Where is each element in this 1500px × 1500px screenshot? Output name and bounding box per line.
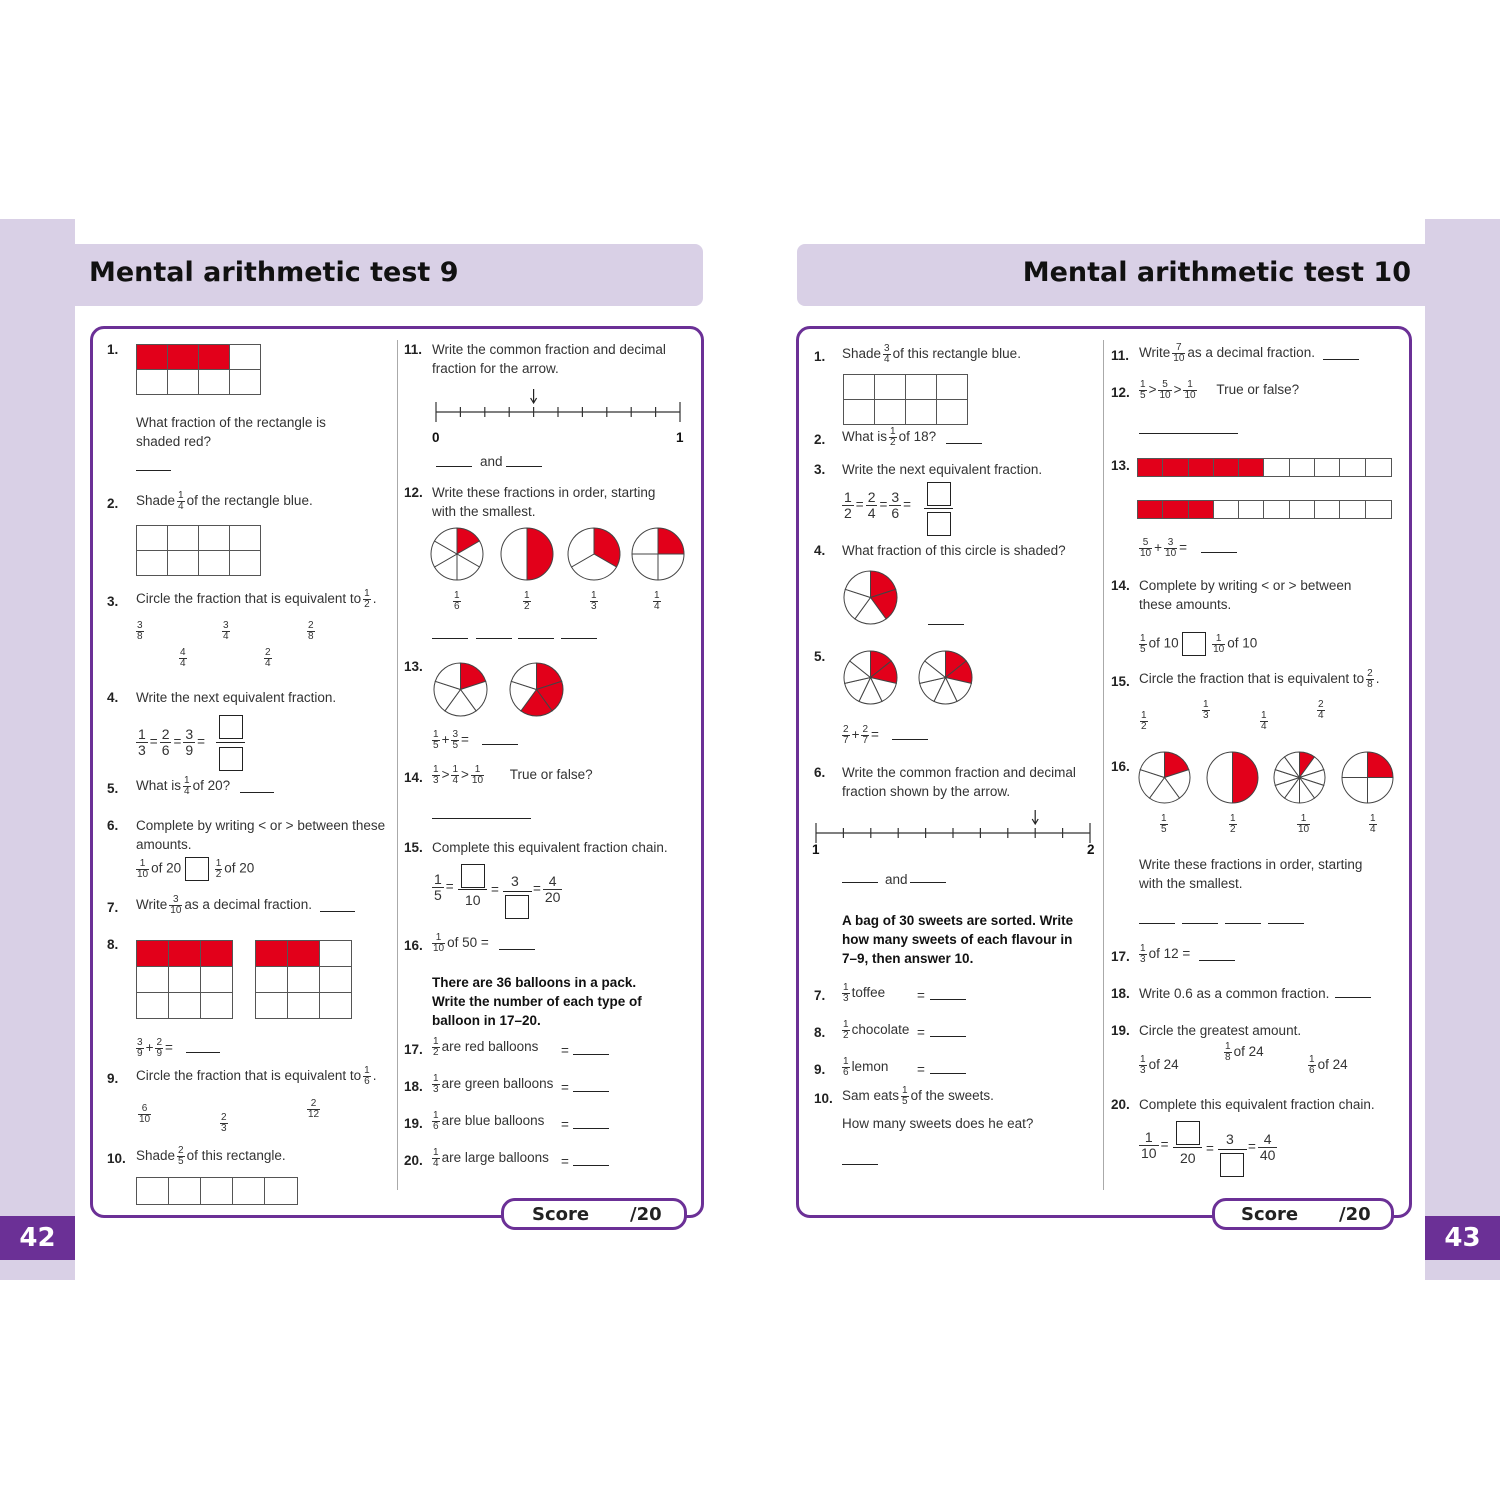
question-number: 11. xyxy=(404,342,423,357)
answer-blank[interactable] xyxy=(1139,923,1175,924)
question-number: 7. xyxy=(814,988,826,1003)
answer-blank[interactable] xyxy=(573,1128,609,1129)
left-margin-band xyxy=(0,219,75,1280)
q20-text: $\frac{1}{4}$ are large balloons xyxy=(433,1147,549,1169)
q12-text: with the smallest. xyxy=(432,504,536,519)
answer-blank[interactable] xyxy=(1201,552,1237,553)
pie-sector xyxy=(632,528,658,554)
answer-box[interactable] xyxy=(927,512,951,536)
answer-blank[interactable] xyxy=(136,470,171,471)
q16-text: Write these fractions in order, starting xyxy=(1139,857,1363,872)
q4-text: Write the next equivalent fraction. xyxy=(136,690,337,705)
q12-text: Write these fractions in order, starting xyxy=(432,485,656,500)
q10-rectangle[interactable] xyxy=(136,1177,298,1205)
question-number: 8. xyxy=(107,937,119,952)
pie-sector xyxy=(1368,778,1394,804)
q11-text: Write the common fraction and decimal xyxy=(432,342,666,357)
pie-sector xyxy=(658,554,684,580)
q16-circle-fifths xyxy=(1138,751,1191,804)
arrow-icon xyxy=(531,389,537,403)
pie-sector xyxy=(658,528,684,554)
score-total: /20 xyxy=(1339,1204,1371,1225)
equals-sign: = xyxy=(491,882,499,897)
q16-circle-tenths xyxy=(1273,751,1326,804)
answer-blank[interactable] xyxy=(436,466,472,467)
q20-denominator: 20 xyxy=(1180,1150,1196,1166)
q12-label: $\frac{1}{4}$ xyxy=(654,590,660,612)
answer-blank[interactable] xyxy=(573,1054,609,1055)
equals-sign: = xyxy=(917,1062,925,1077)
pie-sector xyxy=(1207,752,1233,803)
q3-text: Write the next equivalent fraction. xyxy=(842,462,1043,477)
answer-box[interactable] xyxy=(461,864,485,888)
q3-option[interactable]: $\frac{2}{8}$ xyxy=(308,620,314,642)
question-number: 3. xyxy=(107,594,119,609)
arrow-icon xyxy=(1032,810,1038,824)
q5-text: What is $\frac{1}{4}$ of 20? xyxy=(136,775,231,797)
question-number: 1. xyxy=(814,349,826,364)
question-number: 15. xyxy=(1111,674,1130,689)
question-number: 9. xyxy=(814,1062,826,1077)
number-line-end: 2 xyxy=(1087,842,1095,857)
q10-text: Shade $\frac{2}{5}$ of this rectangle. xyxy=(136,1145,286,1167)
answer-blank[interactable] xyxy=(842,1164,878,1165)
q16-label: $\frac{1}{2}$ xyxy=(1230,813,1236,835)
question-number: 17. xyxy=(1111,949,1130,964)
q6-number-line xyxy=(816,806,1092,846)
q13-sum: $\frac{5}{10}$ + $\frac{3}{10}$ = xyxy=(1140,537,1188,559)
question-number: 11. xyxy=(1111,348,1130,363)
q10-text: Sam eats $\frac{1}{5}$ of the sweets. xyxy=(842,1085,994,1107)
balloon-intro: Write the number of each type of xyxy=(432,994,642,1009)
q4-fraction-chain: $\frac{1}{3}$ = $\frac{2}{6}$ = $\frac{3}{9}$ = xyxy=(138,725,206,758)
fraction-bar xyxy=(216,742,245,743)
question-number: 14. xyxy=(1111,578,1130,593)
page-title: Mental arithmetic test 9 xyxy=(89,257,459,288)
q10-question: How many sweets does he eat? xyxy=(842,1116,1034,1131)
column-divider xyxy=(397,340,398,1190)
q15-option[interactable]: $\frac{1}{4}$ xyxy=(1261,710,1267,732)
q16-circle-quarters xyxy=(1341,751,1394,804)
number-line-end: 1 xyxy=(676,430,684,445)
q16-label: $\frac{1}{4}$ xyxy=(1370,813,1376,835)
fraction-bar xyxy=(1218,1149,1247,1150)
answer-blank[interactable] xyxy=(1335,997,1371,998)
and-label: and xyxy=(480,454,503,469)
pie-sector xyxy=(1233,752,1259,803)
q19-option[interactable]: $\frac{1}{3}$ of 24 xyxy=(1140,1054,1179,1076)
q6-text: Complete by writing < or > between these xyxy=(136,818,386,833)
equals-sign: = xyxy=(917,988,925,1003)
q20-text: Complete this equivalent fraction chain. xyxy=(1139,1097,1375,1112)
q6-text: Write the common fraction and decimal xyxy=(842,765,1076,780)
column-divider xyxy=(1103,340,1104,1190)
answer-blank[interactable] xyxy=(1225,923,1261,924)
q15-chain-end: = $\frac{4}{20}$ xyxy=(533,873,561,905)
q20-numerator: 3 xyxy=(1226,1131,1234,1147)
right-margin-band xyxy=(1425,219,1500,1280)
question-number: 5. xyxy=(814,649,826,664)
q14-statement: $\frac{1}{3}$ > $\frac{1}{4}$ > $\frac{1}{10}$ True or false? xyxy=(433,764,593,786)
balloon-intro: There are 36 balloons in a pack. xyxy=(432,975,637,990)
answer-blank[interactable] xyxy=(506,466,542,467)
question-number: 10. xyxy=(107,1151,126,1166)
q13-sum: $\frac{1}{5}$ + $\frac{3}{5}$ = xyxy=(433,729,469,751)
answer-blank[interactable] xyxy=(1139,433,1238,434)
answer-box[interactable] xyxy=(505,895,529,919)
answer-blank[interactable] xyxy=(946,443,982,444)
q8-sum: $\frac{3}{9}$ + $\frac{2}{9}$ = xyxy=(137,1037,173,1059)
question-number: 6. xyxy=(107,818,119,833)
equals-sign: = xyxy=(1206,1141,1214,1156)
q12-label: $\frac{1}{2}$ xyxy=(524,590,530,612)
q3-option[interactable]: $\frac{3}{4}$ xyxy=(223,620,229,642)
balloon-intro: balloon in 17–20. xyxy=(432,1013,541,1028)
q19-option[interactable]: $\frac{1}{8}$ of 24 xyxy=(1225,1041,1264,1063)
answer-box[interactable] xyxy=(219,747,243,771)
q15-chain: $\frac{1}{5}$ = xyxy=(434,871,454,903)
q16-text: $\frac{1}{10}$ of 50 = xyxy=(433,932,489,954)
answer-box[interactable] xyxy=(1220,1153,1244,1177)
question-number: 16. xyxy=(404,938,423,953)
question-number: 19. xyxy=(404,1116,423,1131)
q8-rectangle-a xyxy=(136,940,233,1019)
pie-sector xyxy=(1368,752,1394,778)
answer-blank[interactable] xyxy=(1323,359,1359,360)
q3-option[interactable]: $\frac{3}{8}$ xyxy=(137,620,143,642)
q12-statement: $\frac{1}{5}$ > $\frac{5}{10}$ > $\frac{1}{10}$ True or false? xyxy=(1140,379,1300,401)
q16-text: with the smallest. xyxy=(1139,876,1243,891)
question-number: 4. xyxy=(814,543,826,558)
answer-blank[interactable] xyxy=(930,1036,966,1037)
q18-text: Write 0.6 as a common fraction. xyxy=(1139,986,1330,1001)
answer-box[interactable] xyxy=(219,715,243,739)
q6-text: amounts. xyxy=(136,837,192,852)
answer-box[interactable] xyxy=(927,482,951,506)
q15-option[interactable]: $\frac{1}{2}$ xyxy=(1141,710,1147,732)
answer-blank[interactable] xyxy=(1182,923,1218,924)
q4-circle xyxy=(843,570,898,625)
q14-text: these amounts. xyxy=(1139,597,1232,612)
question-number: 20. xyxy=(1111,1097,1130,1112)
q5-circle-b xyxy=(918,650,973,705)
score-box xyxy=(1212,1198,1394,1230)
question-number: 17. xyxy=(404,1042,423,1057)
q2-text: What is $\frac{1}{2}$ of 18? xyxy=(842,426,937,448)
q19-text: $\frac{1}{6}$ are blue balloons xyxy=(433,1110,545,1132)
answer-blank[interactable] xyxy=(842,882,878,883)
question-number: 15. xyxy=(404,840,423,855)
pie-sector xyxy=(501,528,527,580)
q12-label: $\frac{1}{6}$ xyxy=(454,590,460,612)
q3-text: Circle the fraction that is equivalent to $\frac{1}{2}$ . xyxy=(136,588,377,610)
q20-chain-end: = $\frac{4}{40}$ xyxy=(1248,1131,1276,1163)
answer-blank[interactable] xyxy=(573,1091,609,1092)
fraction-bar xyxy=(458,889,487,890)
score-label: Score xyxy=(1241,1204,1299,1225)
question-number: 13. xyxy=(1111,458,1130,473)
question-number: 5. xyxy=(107,781,119,796)
answer-blank[interactable] xyxy=(432,818,531,819)
question-number: 13. xyxy=(404,659,423,674)
q20-chain: $\frac{1}{10}$ = xyxy=(1141,1129,1169,1161)
sweets-intro: 7–9, then answer 10. xyxy=(842,951,974,966)
answer-blank[interactable] xyxy=(499,949,535,950)
answer-blank[interactable] xyxy=(573,1165,609,1166)
q3-fraction-chain: $\frac{1}{2}$ = $\frac{2}{4}$ = $\frac{3}{6}$ = xyxy=(844,489,912,521)
q14-text: Complete by writing < or > between xyxy=(1139,578,1352,593)
q11-number-line xyxy=(436,385,682,425)
question-number: 4. xyxy=(107,690,119,705)
q15-text: Circle the fraction that is equivalent to $\frac{2}{8}$ . xyxy=(1139,668,1380,690)
answer-blank[interactable] xyxy=(320,911,355,912)
question-number: 18. xyxy=(1111,986,1130,1001)
number-line-start: 0 xyxy=(432,430,440,445)
q9-option[interactable]: $\frac{6}{10}$ xyxy=(139,1103,151,1125)
q16-circle-halves xyxy=(1206,751,1259,804)
q14-comparison: $\frac{1}{5}$ of 10 $\frac{1}{10}$ of 10 xyxy=(1140,632,1258,655)
q9-option[interactable]: $\frac{2}{3}$ xyxy=(221,1112,227,1134)
q1-rectangle xyxy=(136,344,261,395)
q18-text: $\frac{1}{3}$ are green balloons xyxy=(433,1073,554,1095)
q2-text: Shade $\frac{1}{4}$ of the rectangle blue. xyxy=(136,490,313,512)
page-number: 43 xyxy=(1425,1216,1500,1260)
answer-blank[interactable] xyxy=(930,999,966,1000)
q17-text: $\frac{1}{2}$ are red balloons xyxy=(433,1036,539,1058)
pie-sector xyxy=(527,528,553,580)
q3-option[interactable]: $\frac{2}{4}$ xyxy=(265,647,271,669)
q19-text: Circle the greatest amount. xyxy=(1139,1023,1302,1038)
equals-sign: = xyxy=(561,1080,569,1095)
q13-bar-b xyxy=(1137,500,1392,519)
fraction-bar xyxy=(924,508,953,509)
q6-comparison: $\frac{1}{10}$ of 20 $\frac{1}{2}$ of 20 xyxy=(137,857,255,880)
q9-text: $\frac{1}{6}$ lemon xyxy=(843,1056,889,1078)
question-number: 10. xyxy=(814,1091,833,1106)
q12-circle-halves xyxy=(500,527,554,581)
q7-text: Write $\frac{3}{10}$ as a decimal fraction. xyxy=(136,894,312,916)
score-box xyxy=(501,1198,687,1230)
page-number: 42 xyxy=(0,1216,75,1260)
q12-label: $\frac{1}{3}$ xyxy=(591,590,597,612)
q3-option[interactable]: $\frac{4}{4}$ xyxy=(180,647,186,669)
question-number: 19. xyxy=(1111,1023,1130,1038)
q15-numerator: 3 xyxy=(511,873,519,889)
q1-text: What fraction of the rectangle is xyxy=(136,415,326,430)
answer-blank[interactable] xyxy=(476,638,512,639)
question-number: 2. xyxy=(814,432,826,447)
score-total: /20 xyxy=(630,1204,662,1225)
q12-circle-quarters xyxy=(631,527,685,581)
question-number: 12. xyxy=(1111,385,1130,400)
question-number: 2. xyxy=(107,496,119,511)
and-label: and xyxy=(885,872,908,887)
q2-rectangle[interactable] xyxy=(136,525,261,576)
answer-blank[interactable] xyxy=(482,744,518,745)
q15-option[interactable]: $\frac{2}{4}$ xyxy=(1318,699,1324,721)
q15-denominator: 10 xyxy=(465,892,481,908)
answer-blank[interactable] xyxy=(930,1073,966,1074)
q12-circle-sixths xyxy=(430,527,484,581)
q5-sum: $\frac{2}{7}$ + $\frac{2}{7}$ = xyxy=(843,724,879,746)
score-label: Score xyxy=(532,1204,590,1225)
answer-blank[interactable] xyxy=(910,882,946,883)
q5-circle-a xyxy=(843,650,898,705)
question-number: 6. xyxy=(814,765,826,780)
q9-text: Circle the fraction that is equivalent to $\frac{1}{6}$ . xyxy=(136,1065,377,1087)
question-number: 20. xyxy=(404,1153,423,1168)
equals-sign: = xyxy=(917,1025,925,1040)
q6-text: fraction shown by the arrow. xyxy=(842,784,1011,799)
q15-option[interactable]: $\frac{1}{3}$ xyxy=(1203,699,1209,721)
fraction-bar xyxy=(503,891,532,892)
answer-blank[interactable] xyxy=(1199,960,1235,961)
answer-blank[interactable] xyxy=(892,739,928,740)
q7-text: $\frac{1}{3}$ toffee xyxy=(843,982,886,1004)
comparison-box[interactable] xyxy=(1182,632,1206,656)
q11-text: Write $\frac{7}{10}$ as a decimal fraction. xyxy=(1139,342,1315,364)
equals-sign: = xyxy=(561,1117,569,1132)
q13-bar-a xyxy=(1137,458,1392,477)
sweets-intro: how many sweets of each flavour in xyxy=(842,932,1073,947)
equals-sign: = xyxy=(561,1154,569,1169)
q16-label: $\frac{1}{10}$ xyxy=(1298,813,1310,835)
q4-text: What fraction of this circle is shaded? xyxy=(842,543,1066,558)
q19-option[interactable]: $\frac{1}{6}$ of 24 xyxy=(1309,1054,1348,1076)
sweets-intro: A bag of 30 sweets are sorted. Write xyxy=(842,913,1074,928)
answer-blank[interactable] xyxy=(1268,923,1304,924)
q17-text: $\frac{1}{3}$ of 12 = xyxy=(1140,943,1191,965)
answer-blank[interactable] xyxy=(561,638,597,639)
q8-rectangle-b xyxy=(255,940,352,1019)
q11-text: fraction for the arrow. xyxy=(432,361,559,376)
comparison-box[interactable] xyxy=(185,857,209,881)
pie-sector xyxy=(632,554,658,580)
q1-rectangle[interactable] xyxy=(843,374,968,425)
q13-circle-b xyxy=(509,662,564,717)
q1-text: shaded red? xyxy=(136,434,212,449)
question-number: 7. xyxy=(107,900,119,915)
question-number: 9. xyxy=(107,1071,119,1086)
q8-text: $\frac{1}{2}$ chocolate xyxy=(843,1019,910,1041)
question-number: 12. xyxy=(404,485,423,500)
page-title: Mental arithmetic test 10 xyxy=(1022,257,1411,288)
q15-text: Complete this equivalent fraction chain. xyxy=(432,840,668,855)
q16-label: $\frac{1}{5}$ xyxy=(1161,813,1167,835)
pie-sector xyxy=(1342,778,1368,804)
fraction-bar xyxy=(1173,1147,1202,1148)
answer-blank[interactable] xyxy=(240,792,274,793)
question-number: 16. xyxy=(1111,759,1130,774)
pie-sector xyxy=(1342,752,1368,778)
q9-option[interactable]: $\frac{2}{12}$ xyxy=(308,1098,320,1120)
answer-blank[interactable] xyxy=(518,638,554,639)
question-number: 14. xyxy=(404,770,423,785)
answer-blank[interactable] xyxy=(186,1052,220,1053)
q13-circle-a xyxy=(433,662,488,717)
number-line-start: 1 xyxy=(812,842,820,857)
question-number: 18. xyxy=(404,1079,423,1094)
q12-circle-thirds xyxy=(567,527,621,581)
q1-text: Shade $\frac{3}{4}$ of this rectangle blue. xyxy=(842,343,1021,365)
question-number: 1. xyxy=(107,342,119,357)
answer-blank[interactable] xyxy=(928,624,964,625)
question-number: 8. xyxy=(814,1025,826,1040)
question-number: 3. xyxy=(814,462,826,477)
equals-sign: = xyxy=(561,1043,569,1058)
answer-blank[interactable] xyxy=(432,638,468,639)
answer-box[interactable] xyxy=(1176,1121,1200,1145)
